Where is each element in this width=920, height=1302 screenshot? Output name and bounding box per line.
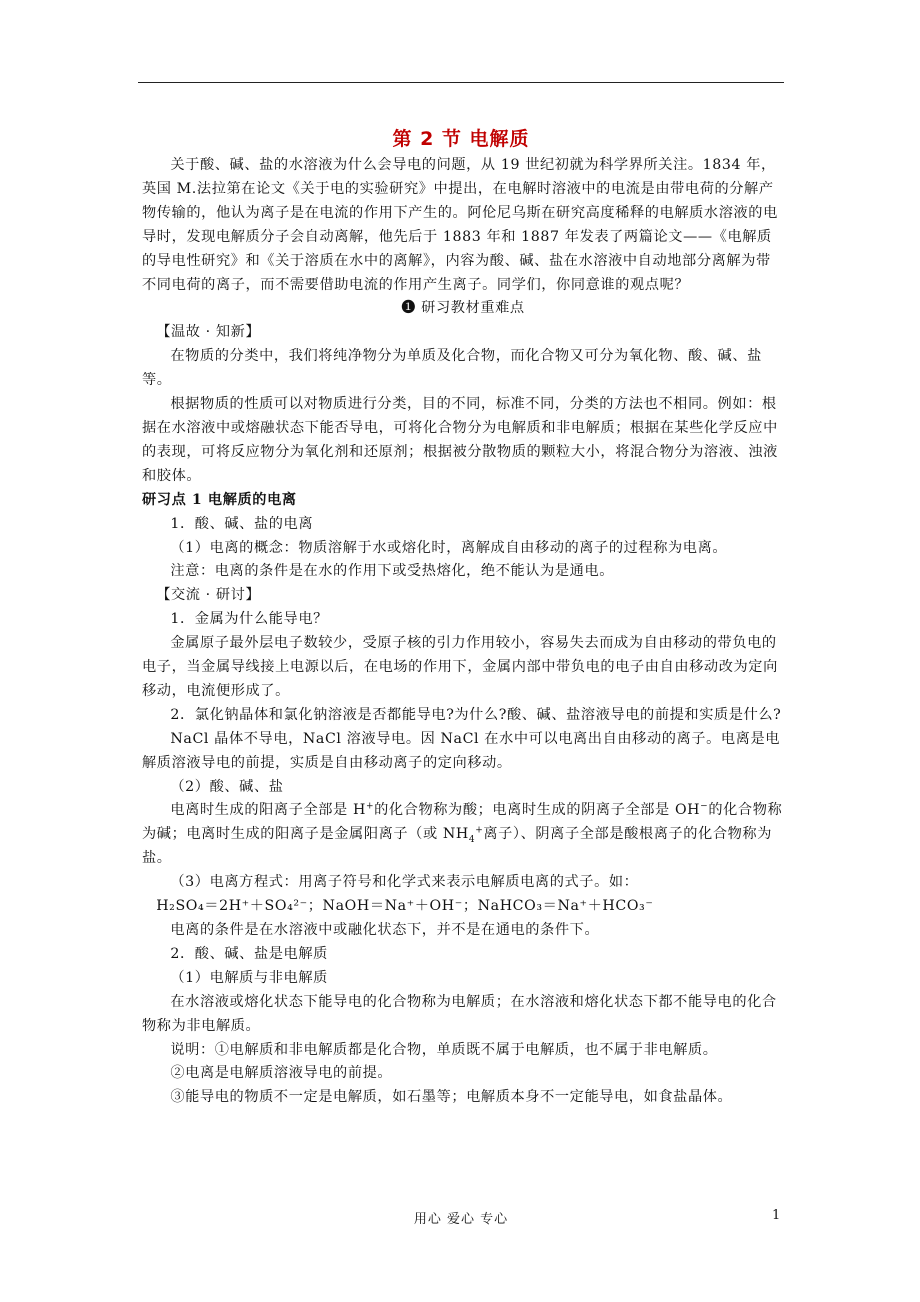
sup-minus-oh: − [700,801,709,812]
question-1: 1．金属为什么能导电？ [170,611,328,628]
answer-2: NaCl 晶体不导电，NaCl 溶液导电。因 NaCl 在水中可以电离出自由移动的离子。电离是电解质溶液导电的前提，实质是自由移动离子的定向移动。 [142,730,781,771]
header-rule [138,82,784,83]
question-2: 2．氯化钠晶体和氯化钠溶液是否都能导电?为什么?酸、碱、盐溶液导电的前提和实质是什么? [170,706,782,723]
note-paragraph: 注意：电离的条件是在水的作用下或受热熔化，绝不能认为是通电。 [170,563,615,580]
page-footer: 用心 爱心 专心 [413,1212,509,1227]
review-paragraph-2: 根据物质的性质可以对物质进行分类，目的不同，标准不同，分类的方法也不相同。例如：根据在水溶液中或熔融状态下能否导电，可将化合物分为电解质和非电解质；根据在某些化学反应中的表现，可将反应物分为氧化剂和还原剂；根据被分散物质的颗粒大小，将混合物分为溶液、浊液和胶体。 [142,396,778,484]
sub-4-nh: 4 [468,835,476,846]
explanation-3: ③能导电的物质不一定是电解质，如石墨等；电解质本身不一定能导电，如食盐晶体。 [170,1089,733,1106]
explanation-2: ②电离是电解质溶液导电的前提。 [170,1065,393,1082]
def-part-b: 的化合物称为酸；电离时生成的阴离子全部是 OH [374,802,701,819]
def-part-d: 离子）、阴离子全部是酸根离子的化合物称为盐。 [142,826,772,867]
condition-paragraph: 电离的条件是在水溶液中或融化状态下，并不是在通电的条件下。 [170,922,600,938]
answer-1: 金属原子最外层电子数较少，受原子核的引力作用较小，容易失去而成为自由移动的带负电的电子，当金属导线接上电源以后，在电场的作用下，金属内部中带负电的电子由自由移动改为定向移动，电流便形成了。 [142,635,778,699]
sup-plus-nh: + [475,825,484,836]
sup-plus-h: + [365,801,375,812]
ionization-equations: H₂SO₄＝2H⁺＋SO₄²⁻；NaOH＝Na⁺＋OH⁻；NaHCO₃＝Na⁺＋HCO₃⁻ [156,898,654,915]
def-part-c: 的化合物称为碱；电离时生成的阳离子是金属阳离子（或 NH [142,802,783,843]
page-number: 1 [772,1208,781,1223]
subheading-ionization: 1．酸、碱、盐的电离 [170,515,314,532]
concept-paragraph: （1）电离的概念：物质溶解于水或熔化时，离解成自由移动的离子的过程称为电离。 [170,539,728,556]
definition-paragraph [142,799,784,871]
discuss-heading: 【交流 · 研讨】 [156,587,261,604]
subheading-acid-base-salt: （2）酸、碱、盐 [170,778,284,795]
subheading-equation: （3）电离方程式：用离子符号和化学式来表示电解质电离的式子。如： [170,874,639,891]
page-title: 第 2 节 电解质 [392,128,530,150]
subheading-electrolyte: 2．酸、碱、盐是电解质 [170,945,328,962]
definition-electrolyte: 在水溶液或熔化状态下能导电的化合物称为电解质；在水溶液和熔化状态下都不能导电的化合物称为非电解质。 [142,993,777,1034]
document-body [142,154,784,1110]
review-paragraph-1: 在物质的分类中，我们将纯净物分为单质及化合物，而化合物又可分为氧化物、酸、碱、盐等。 [142,348,762,389]
def-part-a: 电离时生成的阳离子全部是 H [170,802,366,819]
subheading-electrolyte-nonelectrolyte: （1）电解质与非电解质 [170,969,328,986]
explanation-1: 说明：①电解质和非电解质都是化合物，单质既不属于电解质，也不属于非电解质。 [170,1041,718,1058]
section-heading: ❶ 研习教材重难点 [401,300,525,317]
intro-paragraph: 关于酸、碱、盐的水溶液为什么会导电的问题，从 19 世纪初就为科学界所关注。1834 年，英国 M.法拉第在论文《关于电的实验研究》中提出，在电解时溶液中的电流是由带电荷的分解产物传输的，他认为离子是在电流的作用下产生的。阿伦尼乌斯在研究高度稀释的电解质水溶液的电导时，发现电解质分子会自动离解，他先后于 1883 年和 1887 年发表了两篇论文——《电解质的导电性研究》和《关于溶质在水中的离解》，内容为酸、碱、盐在水溶液中自动地部分离解为带不同电荷的离子，而不需要借助电流的作用产生离子。同学们，你同意谁的观点呢？ [142,157,778,293]
review-heading: 【温故 · 知新】 [156,324,261,341]
study-point-heading: 研习点 1 电解质的电离 [142,491,297,508]
